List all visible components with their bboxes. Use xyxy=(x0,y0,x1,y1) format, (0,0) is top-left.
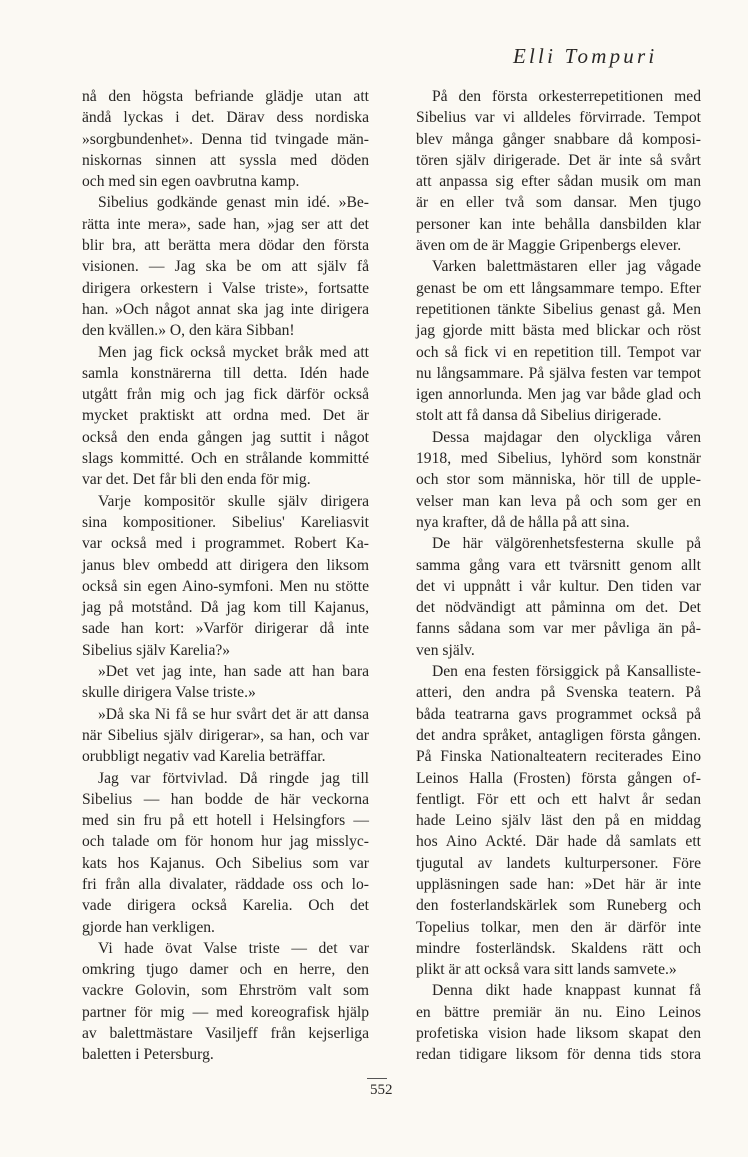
text-line: redan tidigare liksom för denna tids stora xyxy=(416,1046,701,1064)
text-line: Vi hade övat Valse triste — det var xyxy=(98,939,369,957)
text-line: Topelius tolkar, men den är därför inte xyxy=(416,918,701,936)
paragraph xyxy=(82,661,369,704)
running-head: Elli Tompuri xyxy=(513,44,658,68)
text-line: hade Leino själv läst den på en middag xyxy=(416,812,701,830)
text-line: velser man kan leva på och som ger en xyxy=(416,492,701,510)
text-line: samla konstnärerna till detta. Idén hade xyxy=(82,364,369,382)
text-line: ändå lyckas i det. Därav dess nordiska xyxy=(82,109,369,127)
text-line: 1918, med Sibelius, lyhörd som konstnär xyxy=(416,450,701,468)
text-line: slags kommitté. Och en strålande kommitté xyxy=(82,450,369,468)
text-line: också sin egen Aino-symfoni. Men nu stötte xyxy=(82,577,369,595)
text-line: är en eller två som dansar. Men tjugo xyxy=(416,194,701,212)
text-line: niskornas sinnen att syssla med döden xyxy=(82,151,369,169)
text-line: han. »Och något annat ska jag inte dirigera xyxy=(82,300,369,318)
text-line: jag på motstånd. Då jag kom till Kajanus, xyxy=(82,599,369,617)
text-line: profetiska vision hade liksom skapat den xyxy=(416,1025,701,1043)
paragraph xyxy=(82,192,369,341)
text-line: Sibelius — han bodde de här veckorna xyxy=(82,790,369,808)
text-line: tjugutal av landets kulturpersoner. Före xyxy=(416,854,701,872)
text-line: också den enda gången jag suttit i något xyxy=(82,428,369,446)
paragraph xyxy=(416,86,701,256)
text-line: »sorgbundenhet». Denna tid tvingade män- xyxy=(82,130,369,148)
text-line: fentligt. För ett och ett halvt år sedan xyxy=(416,790,701,808)
text-line: den kvällen.» O, den kära Sibban! xyxy=(82,322,295,340)
text-line: nå den högsta befriande glädje utan att xyxy=(82,88,369,105)
paragraph xyxy=(82,704,369,768)
text-line: vade dirigera också Karelia. Och det xyxy=(82,897,369,915)
text-line: stolt att få dansa då Sibelius dirigerade. xyxy=(416,407,662,425)
text-line: De här välgörenhetsfesterna skulle på xyxy=(432,535,701,553)
text-line: när Sibelius själv dirigerar», sa han, och var xyxy=(82,726,369,744)
text-line: janus blev ombedd att dirigera den liksom xyxy=(82,556,369,574)
text-line: med sin fru på ett hotell i Helsingfors — xyxy=(82,812,369,830)
text-line: omkring tjugo damer och en herre, den xyxy=(82,961,369,979)
text-line: partner för mig — med koreografisk hjälp xyxy=(82,1003,369,1021)
text-line: orubbligt negativ vad Karelia beträffar. xyxy=(82,748,326,766)
text-line: nu långsammare. På själva festen var tempot xyxy=(416,364,701,382)
text-line: »Det vet jag inte, han sade att han bara xyxy=(98,663,369,681)
text-line: sina kompositioner. Sibelius' Kareliasvit xyxy=(82,513,369,531)
page-number-rule xyxy=(367,1078,387,1079)
text-line: personer kan inte behålla dansbilden klar xyxy=(416,215,701,233)
text-line: det andra språket, antagligen första gången. xyxy=(416,726,701,744)
text-line: en bättre premiär än nu. Eino Leinos xyxy=(416,1003,701,1021)
text-line: plikt är att också vara sitt lands samvete.» xyxy=(416,961,677,979)
paragraph xyxy=(82,342,369,491)
text-column-left xyxy=(82,86,369,1066)
paragraph xyxy=(82,86,369,192)
text-line: gjorde han verkligen. xyxy=(82,918,215,936)
text-line: tören själv dirigerade. Det är inte så svårt xyxy=(416,151,701,169)
paragraph xyxy=(82,491,369,661)
paragraph xyxy=(416,661,701,980)
paragraph xyxy=(82,938,369,1066)
text-line: fri från alla divalater, räddade oss och lo- xyxy=(82,875,369,893)
text-line: visionen. — Jag ska be om att själv få xyxy=(82,258,369,276)
text-line: mindre fosterländsk. Skaldens rätt och xyxy=(416,939,701,957)
paragraph xyxy=(416,256,701,426)
text-line: »Då ska Ni få se hur svårt det är att dansa xyxy=(98,705,369,723)
text-line: Jag var förtvivlad. Då ringde jag till xyxy=(98,769,369,787)
paragraph xyxy=(416,533,701,661)
text-line: samma gång vara ett tvärsnitt genom allt xyxy=(416,556,701,574)
text-line: den fosterlandskärlek som Runeberg och xyxy=(416,897,701,915)
text-line: båda teatrarna gavs programmet också på xyxy=(416,705,701,723)
text-line: blir bra, att berätta mera dödar den första xyxy=(82,237,369,255)
text-line: jag gjorde mitt bästa med blickar och röst xyxy=(416,322,701,340)
text-line: hos Aino Ackté. Där hade då samlats ett xyxy=(416,833,701,851)
text-line: baletten i Petersburg. xyxy=(82,1046,214,1064)
page-number: 552 xyxy=(370,1082,393,1098)
text-line: blev många gånger snabbare då komposi- xyxy=(416,130,701,148)
text-line: även om de är Maggie Gripenbergs elever. xyxy=(416,237,682,255)
text-line: uppläsningen sade han: »Det här är inte xyxy=(416,875,701,893)
text-line: och stor som människa, hör till de upple- xyxy=(416,471,701,489)
text-line: Sibelius godkände genast min idé. »Be- xyxy=(98,194,369,212)
text-line: dirigera orkestern i Valse triste», fortsatte xyxy=(82,279,369,297)
text-line: Dessa majdagar den olyckliga våren xyxy=(432,428,701,446)
paragraph xyxy=(416,980,701,1065)
text-line: Sibelius var vi alldeles förvirrade. Tempot xyxy=(416,109,701,127)
paragraph xyxy=(82,768,369,938)
text-line: att anpassa sig efter sådan musik om man xyxy=(416,173,701,191)
text-line: var också med i programmet. Robert Ka- xyxy=(82,535,369,553)
paragraph xyxy=(416,427,701,533)
text-line: och med sin egen oavbrutna kamp. xyxy=(82,173,300,191)
text-column-right xyxy=(416,86,701,1066)
text-line: mycket praktiskt att ordna med. Det är xyxy=(82,407,369,425)
text-line: skulle dirigera Valse triste.» xyxy=(82,684,256,702)
text-line: Den ena festen försiggick på Kansalliste- xyxy=(432,663,701,681)
text-line: var det. Det får bli den enda för mig. xyxy=(82,471,311,489)
text-line: sade han kort: »Varför dirigerar då inte xyxy=(82,620,369,638)
text-line: fanns sådana som var mer påvliga än på- xyxy=(416,620,701,638)
text-line: Varken balettmästaren eller jag vågade xyxy=(432,258,701,276)
text-line: Men jag fick också mycket bråk med att xyxy=(98,343,369,361)
text-line: och så fick vi en repetition till. Tempot var xyxy=(416,343,701,361)
text-line: Sibelius själv Karelia?» xyxy=(82,641,231,659)
text-line: På Finska Nationalteatern reciterades Eino xyxy=(416,748,701,766)
text-line: Leinos Halla (Frosten) första gången of- xyxy=(416,769,701,787)
text-line: Varje kompositör skulle själv dirigera xyxy=(98,492,369,510)
text-line: genast be om ett långsammare tempo. Efter xyxy=(416,279,701,297)
text-line: repetitionen tänkte Sibelius genast gå. Men xyxy=(416,300,701,318)
text-line: vackre Golovin, som Ehrström valt som xyxy=(82,982,369,1000)
text-line: kats hos Kajanus. Och Sibelius som var xyxy=(82,854,369,872)
text-line: rätta inte mera», sade han, »jag ser att det xyxy=(82,215,369,233)
text-line: det nödvändigt att påminna om det. Det xyxy=(416,599,701,617)
text-line: På den första orkesterrepetitionen med xyxy=(432,88,701,105)
text-line: atteri, den andra på Svenska teatern. På xyxy=(416,684,701,702)
text-line: ven själv. xyxy=(416,641,475,659)
text-line: utgått från mig och jag fick därför också xyxy=(82,386,369,404)
text-line: och talade om för honom hur jag misslyc- xyxy=(82,833,369,851)
text-line: Denna dikt hade knappast kunnat få xyxy=(432,982,701,1000)
text-line: det vi uppnått i vår kultur. Den tiden var xyxy=(416,577,701,595)
text-line: nya krafter, då de hålla på att sina. xyxy=(416,513,630,531)
text-line: igen annorlunda. Men jag var både glad och xyxy=(416,386,701,404)
text-line: av balettmästare Vasiljeff från kejserliga xyxy=(82,1025,369,1043)
